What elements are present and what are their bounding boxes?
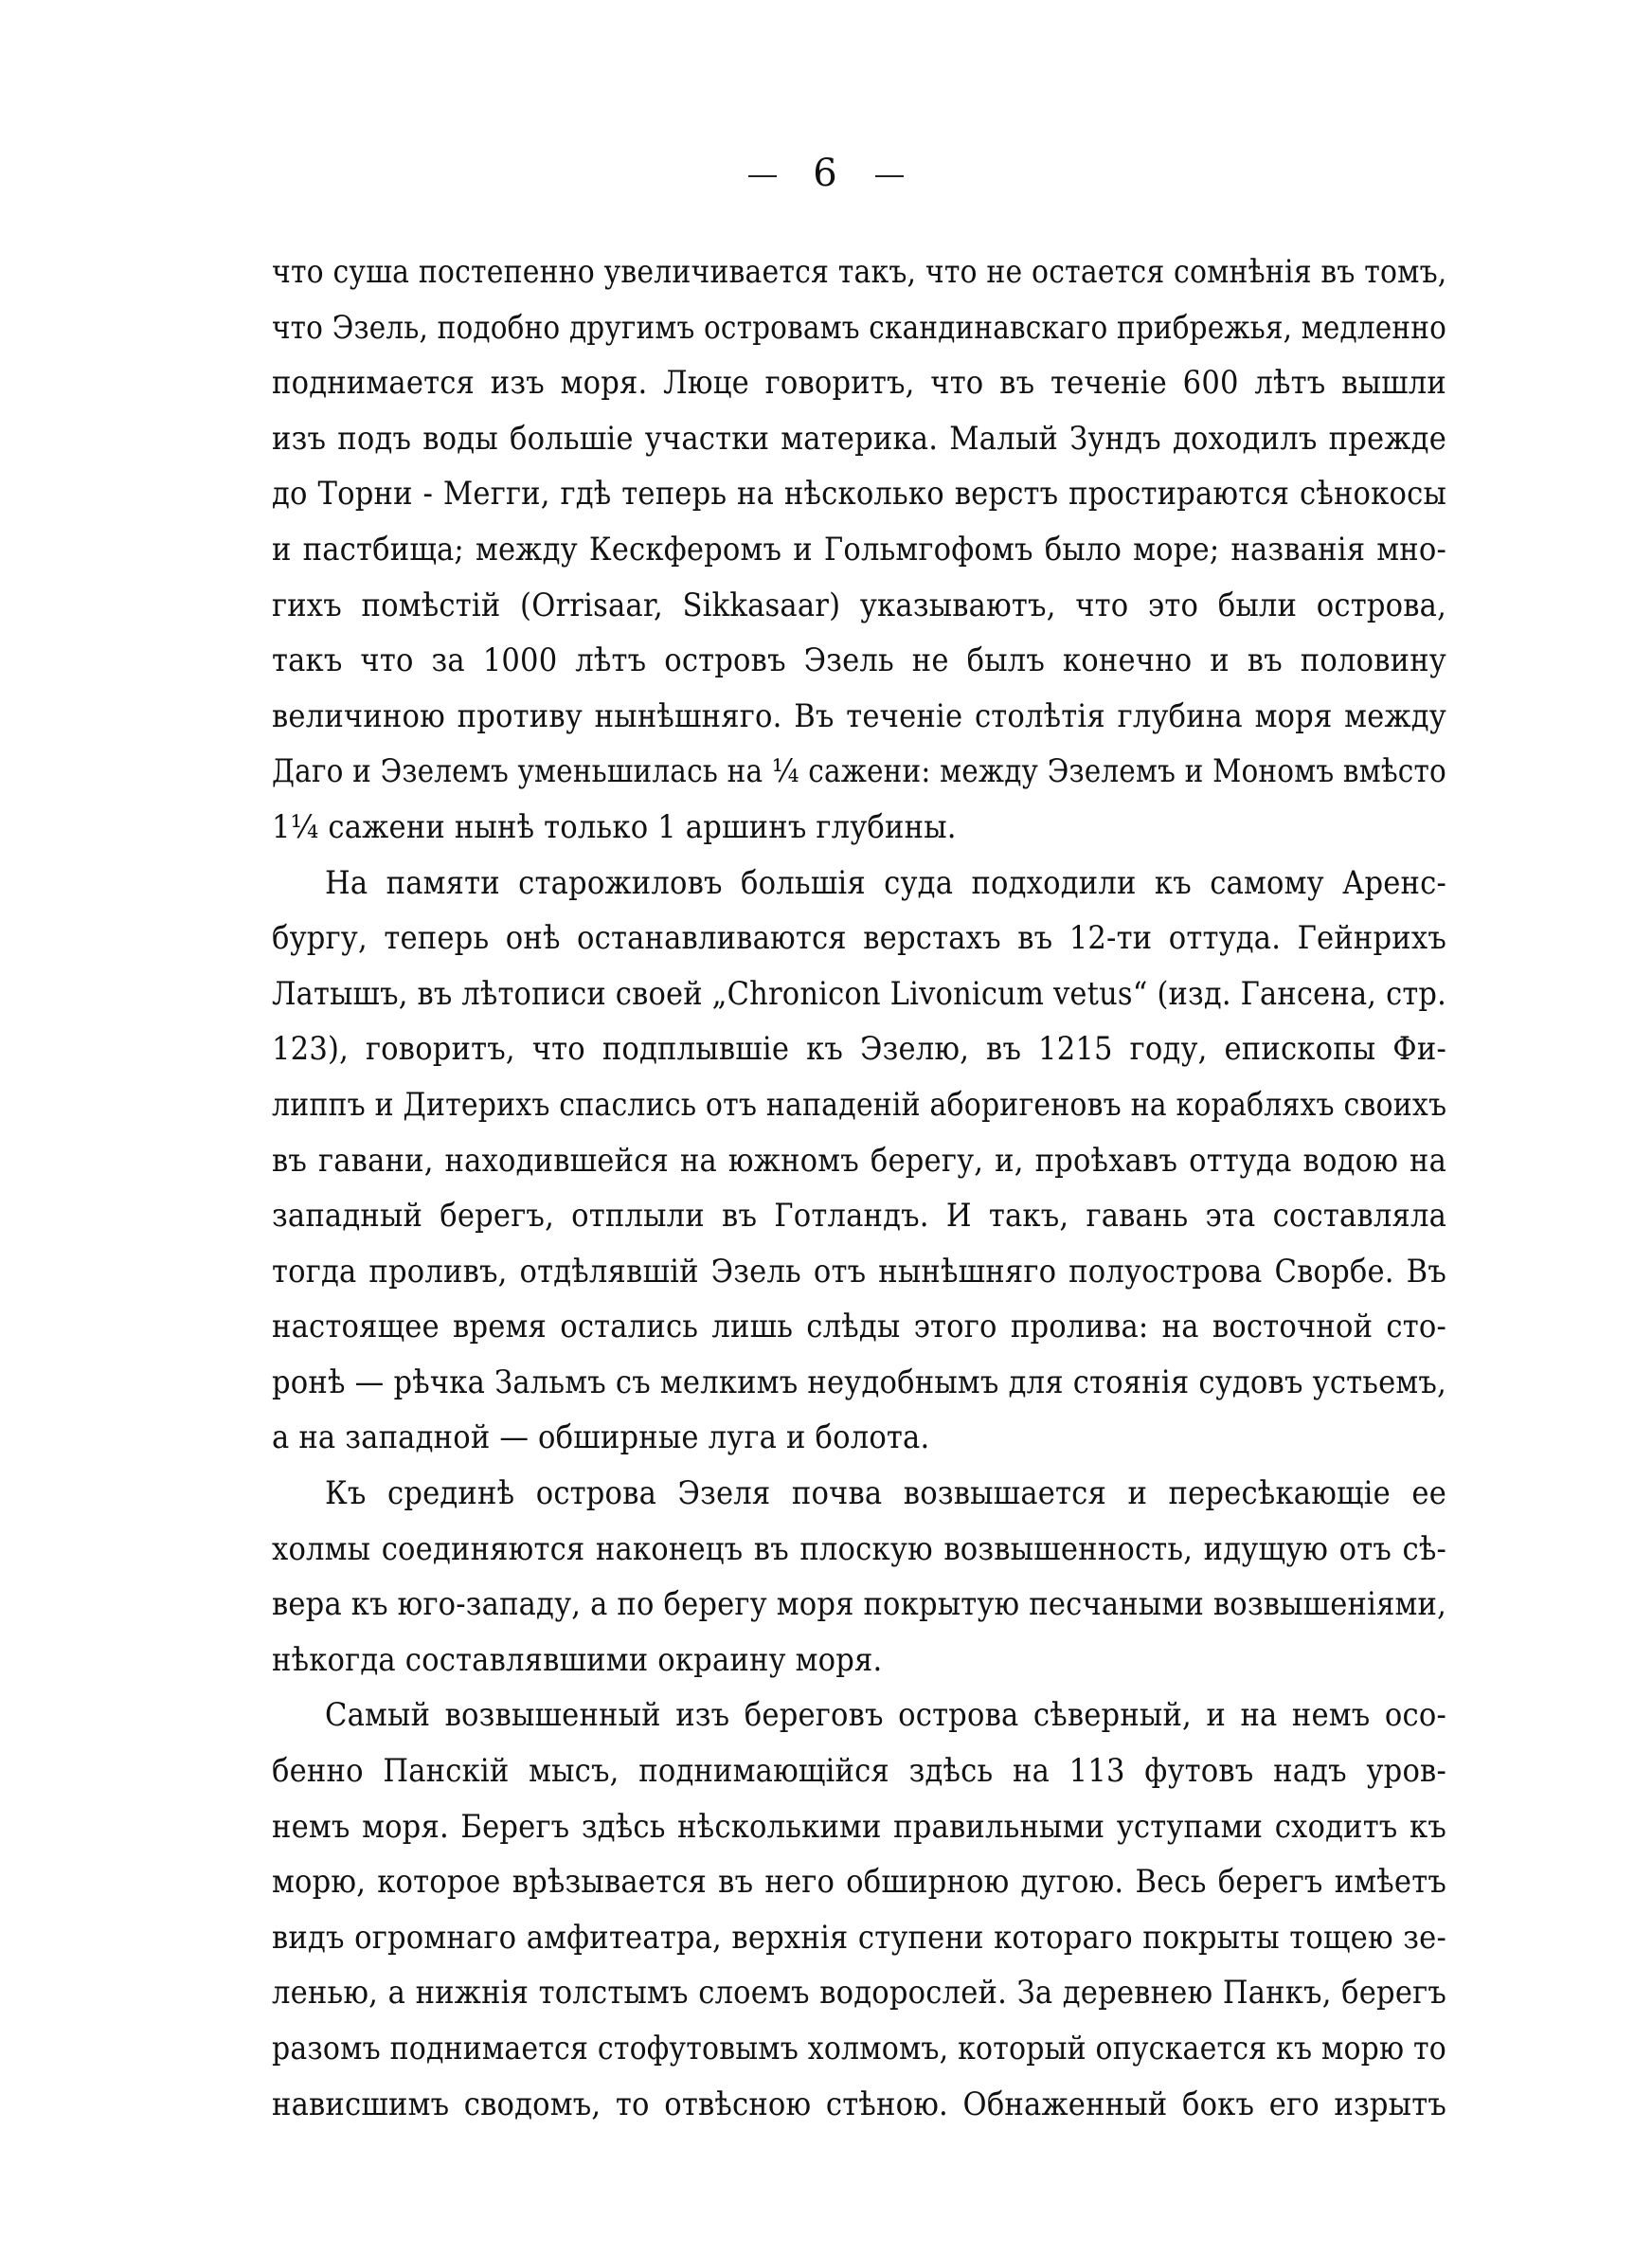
text-line: 1¼ сажени нынѣ только 1 аршинъ глубины. <box>272 807 957 846</box>
text-line: тогда проливъ, отдѣлявшій Эзель отъ нынѣшняго полуострова Сворбе. Въ <box>272 1252 1446 1291</box>
text-line: западный берегъ, отплыли въ Готландъ. И такъ, гавань эта составляла <box>272 1197 1446 1236</box>
text-line: ленью, а нижнія толстымъ слоемъ водорослей. За деревнею Панкъ, берегъ <box>272 1974 1446 2013</box>
paragraph-2 <box>272 856 1446 1467</box>
text-line: такъ что за 1000 лѣтъ островъ Эзель не былъ конечно и въ половину <box>272 641 1446 680</box>
text-line: и пастбища; между Кескферомъ и Гольмгофомъ было море; названія мно- <box>272 530 1446 569</box>
text-line: поднимается изъ моря. Люце говоритъ, что въ теченіе 600 лѣтъ вышли <box>272 364 1446 403</box>
text-line: Латышъ, въ лѣтописи своей „Chronicon Livonicum vetus“ (изд. Гансена, стр. <box>272 974 1447 1013</box>
text-line: что суша постепенно увеличивается такъ, что не остается сомнѣнія въ томъ, <box>272 253 1447 291</box>
paragraph-4 <box>272 1688 1446 2132</box>
text-line: въ гавани, находившейся на южномъ берегу, и, проѣхавъ оттуда водою на <box>272 1141 1446 1180</box>
text-line: что Эзель, подобно другимъ островамъ скандинавскаго прибрежья, медленно <box>272 308 1447 347</box>
text-line: бенно Панскій мысъ, поднимающійся здѣсь на 113 футовъ надъ уров- <box>272 1752 1446 1791</box>
text-line: видъ огромнаго амфитеатра, верхнія ступени котораго покрыты тощею зе- <box>272 1918 1446 1957</box>
text-line: немъ моря. Берегъ здѣсь нѣсколькими правильными уступами сходитъ къ <box>272 1807 1446 1846</box>
text-line: Самый возвышенный изъ береговъ острова сѣверный, и на немъ осо- <box>325 1696 1446 1735</box>
text-line: морю, которое врѣзывается въ него обширною дугою. Весь берегъ имѣетъ <box>272 1863 1446 1902</box>
text-line: изъ подъ воды большіе участки материка. Малый Зундъ доходилъ прежде <box>272 419 1446 458</box>
text-line: разомъ поднимается стофутовымъ холмомъ, который опускается къ морю то <box>272 2030 1447 2067</box>
paragraph-1 <box>272 244 1446 856</box>
text-line: нѣкогда составлявшими окраину моря. <box>272 1640 883 1679</box>
text-line: Даго и Эзелемъ уменьшилась на ¼ сажени: между Эзелемъ и Мономъ вмѣсто <box>272 752 1446 791</box>
text-line: а на западной — обширные луга и болота. <box>272 1418 930 1457</box>
page-number-header <box>0 150 1652 197</box>
text-line: холмы соединяются наконецъ въ плоскую возвышенность, идущую отъ сѣ- <box>272 1529 1446 1568</box>
text-line: На памяти старожиловъ большія суда подходили къ самому Аренс- <box>325 863 1446 902</box>
page-number: 6 <box>813 152 839 195</box>
body-text <box>272 244 1446 2132</box>
text-line: ронѣ — рѣчка Зальмъ съ мелкимъ неудобнымъ для стоянія судовъ устьемъ, <box>272 1363 1446 1401</box>
paragraph-3 <box>272 1466 1446 1688</box>
text-line: настоящее время остались лишь слѣды этого пролива: на восточной сто- <box>272 1308 1446 1346</box>
text-line: 123), говоритъ, что подплывшіе къ Эзелю, въ 1215 году, епископы Фи- <box>272 1030 1446 1069</box>
text-line: Къ срединѣ острова Эзеля почва возвышается и пересѣкающіе ее <box>325 1474 1446 1513</box>
text-line: нависшимъ сводомъ, то отвѣсною стѣною. Обнаженный бокъ его изрытъ <box>272 2085 1446 2123</box>
text-line: величиною противу нынѣшняго. Въ теченіе столѣтія глубина моря между <box>272 696 1446 735</box>
text-line: бургу, теперь онѣ останавливаются верстахъ въ 12-ти оттуда. Гейнрихъ <box>272 919 1446 958</box>
text-line: гихъ помѣстій (Orrisaar, Sikkasaar) указываютъ, что это были острова, <box>272 586 1446 624</box>
page-number-dash-right <box>875 175 904 177</box>
text-line: вера къ юго-западу, а по берегу моря покрытую песчаными возвышеніями, <box>272 1585 1447 1624</box>
page-number-dash-left <box>748 175 777 177</box>
text-line: до Торни - Мегги, гдѣ теперь на нѣсколько верстъ простираются сѣнокосы <box>272 475 1446 514</box>
text-line: липпъ и Дитерихъ спаслись отъ нападеній аборигеновъ на корабляхъ своихъ <box>272 1085 1447 1124</box>
